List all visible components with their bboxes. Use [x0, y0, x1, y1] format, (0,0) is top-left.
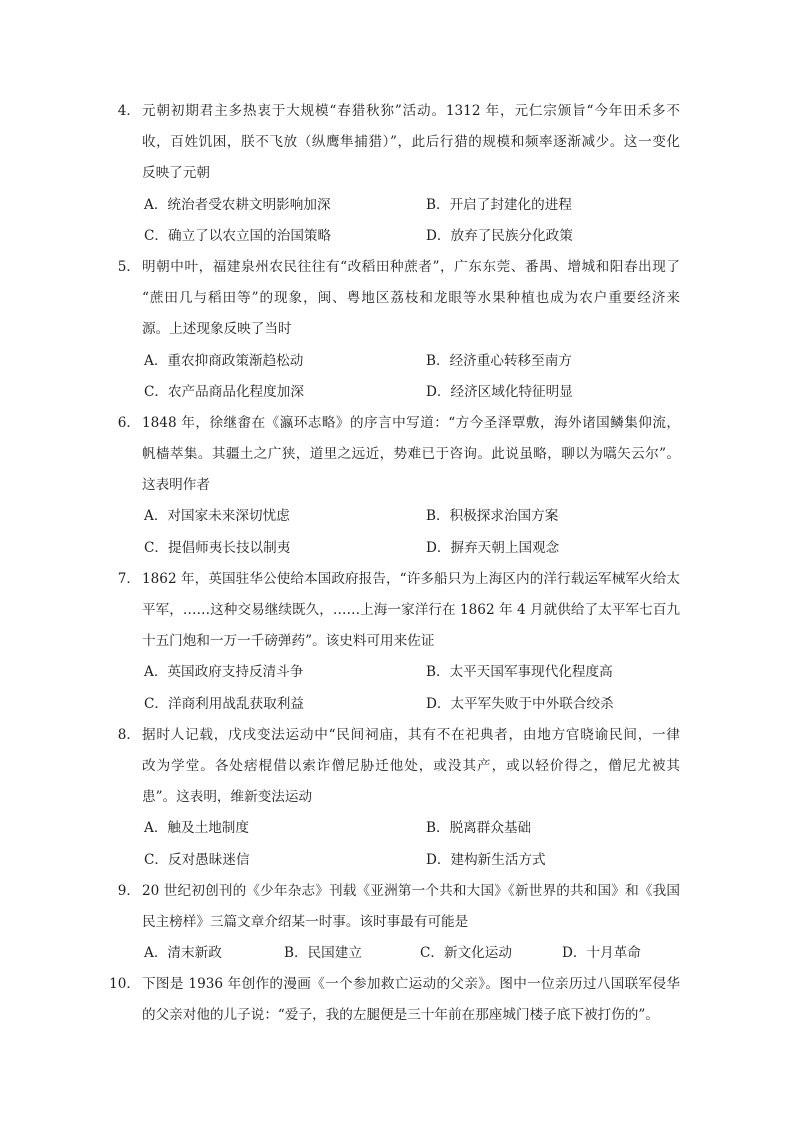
option-d: D．太平军失败于中外联合绞杀	[426, 695, 614, 712]
option-d: D．建构新生活方式	[426, 851, 546, 868]
answer-options	[142, 501, 682, 563]
stem-line: 民主榜样》三篇文章介绍某一时事。该时事最有可能是	[142, 913, 469, 930]
question-number: 9．	[117, 882, 140, 899]
question-stem	[117, 252, 680, 346]
option-c: C．反对愚昧迷信	[144, 851, 250, 868]
question-5	[0, 252, 794, 408]
stem-line: 20 世纪初创刊的《少年杂志》刊载《亚洲第一个共和大国》《新世界的共和国》和《我国	[142, 882, 680, 899]
option-c: C．洋商利用战乱获取利益	[144, 695, 304, 712]
question-number: 6．	[117, 414, 140, 431]
exam-page	[0, 96, 794, 1032]
option-b: B．脱离群众基础	[426, 820, 532, 837]
stem-line: 收，百姓饥困，朕不飞放（纵鹰隼捕猎）”，此后行猎的规模和频率逐渐减少。这一变化	[142, 134, 680, 151]
question-stem	[117, 720, 680, 814]
question-number: 10．	[109, 976, 140, 993]
stem-line: 平军，……这种交易继续既久，……上海一家洋行在 1862 年 4 月就供给了太平军七百九	[142, 602, 680, 618]
question-number: 4．	[117, 103, 140, 119]
option-a: A．统治者受农耕文明影响加深	[144, 196, 331, 213]
option-d: D．十月革命	[562, 945, 641, 962]
answer-options	[142, 657, 682, 719]
stem-line: “蔗田几与稻田等”的现象，闽、粤地区荔枝和龙眼等水果种植也成为农户重要经济来	[142, 290, 680, 307]
question-stem	[109, 969, 680, 1031]
question-8	[0, 720, 794, 876]
question-number: 8．	[117, 726, 140, 743]
option-d: D．放弃了民族分化政策	[426, 227, 573, 244]
stem-line: 十五门炮和一万一千磅弹药”。该史料可用来佐证	[142, 633, 435, 650]
question-stem	[117, 408, 680, 502]
stem-line: 源。上述现象反映了当时	[142, 321, 292, 338]
stem-line: 1848 年，徐继畬在《瀛环志略》的序言中写道：“方今圣泽覃敷，海外诸国鳞集仰流，	[142, 414, 680, 431]
stem-line: 元朝初期君主多热衷于大规模“春猎秋狝”活动。1312 年，元仁宗颁旨“今年田禾多不	[142, 103, 680, 119]
stem-line: 患”。这表明，维新变法运动	[142, 789, 313, 806]
option-b: B．经济重心转移至南方	[426, 352, 572, 369]
option-a: A．清末新政	[144, 945, 222, 962]
stem-line: 明朝中叶，福建泉州农民往往有“改稻田种蔗者”，广东东莞、番禺、增城和阳春出现了	[142, 258, 680, 275]
option-c: C．提倡师夷长技以制夷	[144, 539, 291, 556]
option-c: C．确立了以农立国的治国策略	[144, 227, 332, 244]
stem-line: 的父亲对他的儿子说：“爱子，我的左腿便是三十年前在那座城门楼子底下被打伤的”。	[142, 1007, 659, 1024]
question-stem	[117, 564, 680, 658]
option-a: A．触及土地制度	[144, 820, 249, 837]
option-a: A．重农抑商政策渐趋松动	[144, 352, 304, 369]
stem-line: 改为学堂。各处痞棍借以索诈僧尼胁迁他处，或没其产，或以轻价得之，僧尼尤被其	[142, 757, 680, 774]
stem-line: 据时人记载，戊戌变法运动中“民间祠庙，其有不在祀典者，由地方官晓谕民间，一律	[142, 726, 680, 743]
answer-options	[142, 346, 682, 408]
question-4	[0, 96, 794, 252]
option-b: B．积极探求治国方案	[426, 508, 559, 525]
question-9	[0, 876, 794, 970]
option-d: D．摒弃天朝上国观念	[426, 539, 560, 556]
stem-line: 这表明作者	[142, 477, 210, 494]
question-6	[0, 408, 794, 564]
answer-options	[142, 190, 682, 252]
option-c: C．新文化运动	[420, 945, 512, 962]
question-number: 5．	[117, 258, 140, 275]
option-a: A．英国政府支持反清斗争	[144, 664, 304, 681]
answer-options	[142, 938, 682, 969]
question-7	[0, 564, 794, 720]
stem-line: 1862 年，英国驻华公使给本国政府报告，“许多船只为上海区内的洋行载运军械军火给太	[142, 570, 680, 587]
stem-line: 反映了元朝	[142, 165, 210, 182]
answer-options	[142, 813, 682, 875]
question-stem	[117, 96, 680, 190]
option-a: A．对国家未来深切忧虑	[144, 508, 290, 525]
question-10	[0, 969, 794, 1031]
question-number: 7．	[117, 570, 140, 587]
stem-line: 帆樯萃集。其疆土之广狭，道里之远近，势难已于咨询。此说虽略，聊以为嚆矢云尔”。	[142, 446, 680, 463]
option-d: D．经济区域化特征明显	[426, 383, 573, 400]
stem-line: 下图是 1936 年创作的漫画《一个参加救亡运动的父亲》。图中一位亲历过八国联军侵华	[142, 976, 680, 993]
option-b: B．民国建立	[284, 945, 362, 962]
question-stem	[117, 876, 680, 938]
option-b: B．开启了封建化的进程	[426, 196, 572, 213]
option-c: C．农产品商品化程度加深	[144, 383, 304, 400]
option-b: B．太平天国军事现代化程度高	[426, 664, 613, 681]
